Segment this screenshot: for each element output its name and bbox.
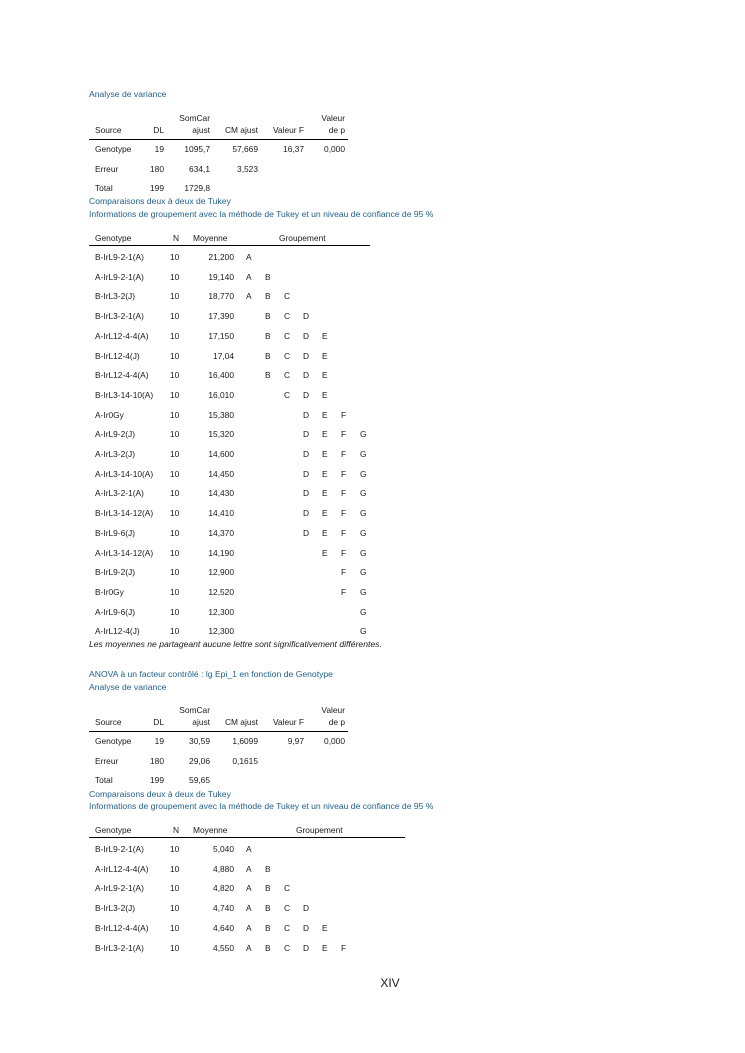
s1-tukey-n-10: 10 xyxy=(170,449,180,459)
s1-tukey-group-11-6: G xyxy=(360,468,367,479)
s2-anova-header-2-line1: SomCar xyxy=(179,705,210,715)
s1-tukey-genotype-2: B-IrL3-2(J) xyxy=(95,291,136,302)
s1-tukey-moyenne-9: 15,320 xyxy=(208,429,234,440)
s1-tukey-moyenne-6: 16,400 xyxy=(208,370,234,381)
s2-anova-cell-0-5: 0,000 xyxy=(324,736,345,746)
s1-tukey-genotype-16: B-IrL9-2(J) xyxy=(95,567,136,578)
s1-tukey-group-16-5: F xyxy=(341,567,347,578)
s1-tukey-group-9-6: G xyxy=(360,429,367,440)
s1-tukey-group-7-4: E xyxy=(322,389,328,400)
s1-tukey-n-2: 10 xyxy=(170,291,180,302)
s2-tukey-header-moyenne: Moyenne xyxy=(193,825,228,835)
s1-tukey-group-5-4: E xyxy=(322,350,328,361)
s1-anova-header-2-line2: ajust xyxy=(192,125,210,135)
s1-tukey-moyenne-13: 14,410 xyxy=(208,508,234,519)
s1-note: Les moyennes ne partageant aucune lettre sont significativement différentes. xyxy=(89,639,382,649)
s2-anova-cell-2-1: 199 xyxy=(150,775,164,785)
s2-tukey-group-3-2: C xyxy=(284,903,291,914)
s1-anova-cell-1-0: Erreur xyxy=(95,163,119,174)
s1-tukey-header-genotype: Genotype xyxy=(95,233,132,243)
s1-tukey-moyenne-15: 14,190 xyxy=(208,547,234,558)
s1-anova-cell-1-3: 3,523 xyxy=(237,163,258,174)
s1-tukey-n-0: 10 xyxy=(170,252,180,262)
s2-anova-cell-0-1: 19 xyxy=(154,736,164,746)
s2-heading-grouping: Informations de groupement avec la méthode de Tukey et un niveau de confiance de 95 % xyxy=(89,801,434,811)
s1-tukey-moyenne-0: 21,200 xyxy=(208,252,234,262)
s2-tukey-group-3-0: A xyxy=(246,903,252,914)
s2-tukey-moyenne-1: 4,880 xyxy=(213,863,234,874)
s1-tukey-group-0-0: A xyxy=(246,252,252,262)
s1-tukey-header-moyenne: Moyenne xyxy=(193,233,228,243)
s1-tukey-group-8-4: E xyxy=(322,409,328,420)
s1-tukey-moyenne-17: 12,520 xyxy=(208,586,234,597)
s1-anova-cell-0-0: Genotype xyxy=(95,144,132,154)
s1-tukey-group-4-4: E xyxy=(322,330,328,341)
s2-tukey-n-1: 10 xyxy=(170,863,180,874)
s2-anova-cell-2-2: 59,65 xyxy=(189,775,210,785)
s2-tukey-moyenne-2: 4,820 xyxy=(213,883,234,894)
s1-tukey-group-10-3: D xyxy=(303,449,310,459)
s1-tukey-moyenne-11: 14,450 xyxy=(208,468,234,479)
s1-tukey-n-3: 10 xyxy=(170,311,180,322)
s1-tukey-n-12: 10 xyxy=(170,488,180,499)
s2-tukey-moyenne-5: 4,550 xyxy=(213,942,234,953)
s1-anova-cell-0-4: 16,37 xyxy=(283,144,304,154)
s2-tukey-moyenne-0: 5,040 xyxy=(213,844,234,854)
s1-tukey-group-15-6: G xyxy=(360,547,367,558)
s1-tukey-n-7: 10 xyxy=(170,389,180,400)
s1-tukey-group-7-2: C xyxy=(284,389,291,400)
s1-tukey-moyenne-10: 14,600 xyxy=(208,449,234,459)
s1-tukey-group-5-3: D xyxy=(303,350,310,361)
s1-tukey-group-8-5: F xyxy=(341,409,347,420)
s2-anova-header-2-line2: ajust xyxy=(192,717,210,727)
s2-anova-cell-0-0: Genotype xyxy=(95,736,132,746)
s2-heading-title: ANOVA à un facteur contrôlé : lg Epi_1 en fonction de Genotype xyxy=(89,669,333,679)
s1-anova-header-4: Valeur F xyxy=(272,125,304,135)
s1-tukey-group-2-2: C xyxy=(284,291,291,302)
s1-tukey-n-6: 10 xyxy=(170,370,180,381)
s1-tukey-genotype-9: A-IrL9-2(J) xyxy=(95,429,136,440)
s2-tukey-group-3-1: B xyxy=(265,903,271,914)
s2-tukey-genotype-1: A-IrL12-4-4(A) xyxy=(95,863,149,874)
s1-tukey-genotype-8: A-Ir0Gy xyxy=(95,409,124,420)
s2-tukey-group-5-0: A xyxy=(246,942,252,953)
s1-tukey-group-19-6: G xyxy=(360,626,367,637)
s2-tukey-genotype-3: B-IrL3-2(J) xyxy=(95,903,136,914)
s2-tukey-genotype-4: B-IrL12-4-4(A) xyxy=(95,922,149,933)
s1-tukey-group-9-3: D xyxy=(303,429,310,440)
s1-anova-cell-0-3: 57,669 xyxy=(232,144,258,154)
s1-anova-header-2-line1: SomCar xyxy=(179,113,210,123)
s1-tukey-group-11-3: D xyxy=(303,468,310,479)
s1-tukey-genotype-13: B-IrL3-14-12(A) xyxy=(95,508,154,519)
s1-tukey-header-n: N xyxy=(173,233,180,243)
s1-tukey-genotype-7: B-IrL3-14-10(A) xyxy=(95,389,154,400)
s2-anova-cell-1-3: 0,1615 xyxy=(232,755,258,766)
s1-tukey-group-6-1: B xyxy=(265,370,271,381)
s2-anova-header-3: CM ajust xyxy=(224,717,258,727)
s1-tukey-group-11-4: E xyxy=(322,468,328,479)
s1-heading-tukey: Comparaisons deux à deux de Tukey xyxy=(89,196,231,206)
s1-tukey-group-12-6: G xyxy=(360,488,367,499)
s1-tukey-group-5-1: B xyxy=(265,350,271,361)
s1-tukey-n-17: 10 xyxy=(170,586,180,597)
s1-tukey-group-15-4: E xyxy=(322,547,328,558)
s1-tukey-group-9-4: E xyxy=(322,429,328,440)
s1-tukey-group-1-1: B xyxy=(265,271,271,282)
s1-tukey-group-3-2: C xyxy=(284,311,291,322)
s1-tukey-genotype-5: B-IrL12-4(J) xyxy=(95,350,140,361)
s1-tukey-group-4-3: D xyxy=(303,330,310,341)
s1-tukey-moyenne-3: 17,390 xyxy=(208,311,234,322)
s1-tukey-group-12-3: D xyxy=(303,488,310,499)
s2-tukey-n-2: 10 xyxy=(170,883,180,894)
s2-tukey-group-5-1: B xyxy=(265,942,271,953)
s1-tukey-genotype-17: B-Ir0Gy xyxy=(95,586,124,597)
s1-tukey-n-11: 10 xyxy=(170,468,180,479)
s1-anova-header-3: CM ajust xyxy=(224,125,258,135)
s1-tukey-genotype-19: A-IrL12-4(J) xyxy=(95,626,140,637)
s1-tukey-n-19: 10 xyxy=(170,626,180,637)
s1-tukey-group-10-6: G xyxy=(360,449,367,459)
s1-tukey-genotype-14: B-IrL9-6(J) xyxy=(95,527,136,538)
s1-tukey-group-14-5: F xyxy=(341,527,347,538)
s1-tukey-group-13-5: F xyxy=(341,508,347,519)
s1-anova-header-5-line2: de p xyxy=(328,125,345,135)
s1-tukey-genotype-10: A-IrL3-2(J) xyxy=(95,449,136,459)
s1-tukey-rule xyxy=(89,245,370,246)
s1-tukey-group-16-6: G xyxy=(360,567,367,578)
s2-tukey-group-4-4: E xyxy=(322,922,328,933)
s2-heading-anova: Analyse de variance xyxy=(89,682,167,692)
s1-tukey-genotype-11: A-IrL3-14-10(A) xyxy=(95,468,154,479)
s1-tukey-group-4-1: B xyxy=(265,330,271,341)
s1-anova-cell-0-5: 0,000 xyxy=(324,144,345,154)
s1-tukey-n-5: 10 xyxy=(170,350,180,361)
s1-tukey-n-14: 10 xyxy=(170,527,180,538)
page-number: XIV xyxy=(380,976,400,990)
s2-tukey-group-2-0: A xyxy=(246,883,252,894)
s2-anova-cell-0-4: 9,97 xyxy=(287,736,304,746)
s1-tukey-group-17-6: G xyxy=(360,586,367,597)
s1-anova-cell-1-1: 180 xyxy=(150,163,164,174)
s1-tukey-moyenne-5: 17,04 xyxy=(213,350,234,361)
s2-tukey-group-5-4: E xyxy=(322,942,328,953)
s1-tukey-genotype-0: B-IrL9-2-1(A) xyxy=(95,252,144,262)
s2-tukey-group-4-2: C xyxy=(284,922,291,933)
s1-heading-anova: Analyse de variance xyxy=(89,89,167,99)
s2-anova-header-0: Source xyxy=(95,717,122,727)
s1-tukey-group-13-3: D xyxy=(303,508,310,519)
s2-tukey-header-n: N xyxy=(173,825,180,835)
s1-anova-cell-1-2: 634,1 xyxy=(189,163,210,174)
s1-tukey-group-9-5: F xyxy=(341,429,347,440)
s1-anova-header-1: DL xyxy=(153,125,164,135)
s1-tukey-genotype-12: A-IrL3-2-1(A) xyxy=(95,488,144,499)
s1-tukey-moyenne-4: 17,150 xyxy=(208,330,234,341)
s2-anova-header-5-line1: Valeur xyxy=(321,705,345,715)
s1-tukey-moyenne-18: 12,300 xyxy=(208,606,234,617)
s1-tukey-group-2-1: B xyxy=(265,291,271,302)
s1-tukey-genotype-4: A-IrL12-4-4(A) xyxy=(95,330,149,341)
s1-anova-cell-0-2: 1095,7 xyxy=(184,144,210,154)
s1-tukey-n-9: 10 xyxy=(170,429,180,440)
s1-tukey-group-10-5: F xyxy=(341,449,347,459)
s1-tukey-moyenne-14: 14,370 xyxy=(208,527,234,538)
s2-anova-cell-1-2: 29,06 xyxy=(189,755,210,766)
s2-anova-rule xyxy=(89,731,348,732)
s1-tukey-group-12-4: E xyxy=(322,488,328,499)
s1-tukey-group-7-3: D xyxy=(303,389,310,400)
s1-tukey-genotype-3: B-IrL3-2-1(A) xyxy=(95,311,144,322)
s1-tukey-group-6-2: C xyxy=(284,370,291,381)
s1-tukey-group-17-5: F xyxy=(341,586,347,597)
s1-tukey-header-groupement: Groupement xyxy=(279,233,326,243)
s1-tukey-n-18: 10 xyxy=(170,606,180,617)
s1-tukey-group-3-3: D xyxy=(303,311,310,322)
s1-anova-header-0: Source xyxy=(95,125,122,135)
s2-anova-cell-1-1: 180 xyxy=(150,755,164,766)
s1-tukey-group-10-4: E xyxy=(322,449,328,459)
s1-tukey-group-13-6: G xyxy=(360,508,367,519)
s2-tukey-rule xyxy=(89,837,405,838)
s2-tukey-group-4-1: B xyxy=(265,922,271,933)
s1-tukey-group-14-6: G xyxy=(360,527,367,538)
s2-tukey-header-genotype: Genotype xyxy=(95,825,132,835)
s1-tukey-moyenne-16: 12,900 xyxy=(208,567,234,578)
s1-tukey-moyenne-8: 15,380 xyxy=(208,409,234,420)
s1-tukey-group-18-6: G xyxy=(360,606,367,617)
s2-tukey-group-2-1: B xyxy=(265,883,271,894)
s1-tukey-group-13-4: E xyxy=(322,508,328,519)
s2-tukey-group-3-3: D xyxy=(303,903,310,914)
s2-tukey-group-1-1: B xyxy=(265,863,271,874)
s2-tukey-group-4-0: A xyxy=(246,922,252,933)
s1-tukey-group-6-4: E xyxy=(322,370,328,381)
s2-heading-tukey: Comparaisons deux à deux de Tukey xyxy=(89,789,231,799)
s1-tukey-group-11-5: F xyxy=(341,468,347,479)
s1-tukey-group-14-3: D xyxy=(303,527,310,538)
s2-tukey-moyenne-3: 4,740 xyxy=(213,903,234,914)
s1-anova-cell-2-0: Total xyxy=(95,183,113,193)
s2-tukey-n-3: 10 xyxy=(170,903,180,914)
s2-tukey-genotype-2: A-IrL9-2-1(A) xyxy=(95,883,144,894)
s2-anova-cell-0-3: 1,6099 xyxy=(232,736,258,746)
s2-anova-cell-2-0: Total xyxy=(95,775,113,785)
s2-tukey-n-5: 10 xyxy=(170,942,180,953)
s1-tukey-genotype-6: B-IrL12-4-4(A) xyxy=(95,370,149,381)
s1-heading-grouping: Informations de groupement avec la méthode de Tukey et un niveau de confiance de 95 % xyxy=(89,209,434,219)
s1-tukey-group-8-3: D xyxy=(303,409,310,420)
s2-anova-header-1: DL xyxy=(153,717,164,727)
s1-anova-cell-2-2: 1729,8 xyxy=(184,183,210,193)
s1-tukey-n-16: 10 xyxy=(170,567,180,578)
s1-tukey-moyenne-1: 19,140 xyxy=(208,271,234,282)
s2-tukey-n-4: 10 xyxy=(170,922,180,933)
s2-tukey-genotype-5: B-IrL3-2-1(A) xyxy=(95,942,144,953)
s1-anova-cell-2-1: 199 xyxy=(150,183,164,193)
s1-anova-rule xyxy=(89,139,348,140)
s1-tukey-group-4-2: C xyxy=(284,330,291,341)
s2-anova-cell-1-0: Erreur xyxy=(95,755,119,766)
s1-tukey-group-14-4: E xyxy=(322,527,328,538)
s2-tukey-group-4-3: D xyxy=(303,922,310,933)
s1-tukey-n-4: 10 xyxy=(170,330,180,341)
s2-anova-header-4: Valeur F xyxy=(272,717,304,727)
s1-tukey-n-13: 10 xyxy=(170,508,180,519)
s1-tukey-genotype-1: A-IrL9-2-1(A) xyxy=(95,271,144,282)
s1-tukey-group-5-2: C xyxy=(284,350,291,361)
s2-tukey-group-0-0: A xyxy=(246,844,252,854)
s2-anova-cell-0-2: 30,59 xyxy=(189,736,210,746)
s1-anova-cell-0-1: 19 xyxy=(154,144,164,154)
s1-tukey-genotype-15: A-IrL3-14-12(A) xyxy=(95,547,154,558)
s1-anova-header-5-line1: Valeur xyxy=(321,113,345,123)
s2-tukey-moyenne-4: 4,640 xyxy=(213,922,234,933)
s1-tukey-moyenne-12: 14,430 xyxy=(208,488,234,499)
s2-tukey-group-2-2: C xyxy=(284,883,291,894)
s2-tukey-group-1-0: A xyxy=(246,863,252,874)
s1-tukey-n-1: 10 xyxy=(170,271,180,282)
s1-tukey-moyenne-7: 16,010 xyxy=(208,389,234,400)
s1-tukey-group-3-1: B xyxy=(265,311,271,322)
s2-tukey-group-5-3: D xyxy=(303,942,310,953)
s1-tukey-n-15: 10 xyxy=(170,547,180,558)
s1-tukey-group-2-0: A xyxy=(246,291,252,302)
s1-tukey-group-1-0: A xyxy=(246,271,252,282)
s1-tukey-moyenne-2: 18,770 xyxy=(208,291,234,302)
s2-tukey-header-groupement: Groupement xyxy=(296,825,343,835)
s2-tukey-genotype-0: B-IrL9-2-1(A) xyxy=(95,844,144,854)
s1-tukey-group-6-3: D xyxy=(303,370,310,381)
s1-tukey-group-15-5: F xyxy=(341,547,347,558)
s2-tukey-group-5-5: F xyxy=(341,942,347,953)
s1-tukey-genotype-18: A-IrL9-6(J) xyxy=(95,606,136,617)
s1-tukey-moyenne-19: 12,300 xyxy=(208,626,234,637)
s2-tukey-n-0: 10 xyxy=(170,844,180,854)
s1-tukey-group-12-5: F xyxy=(341,488,347,499)
s2-tukey-group-5-2: C xyxy=(284,942,291,953)
s2-anova-header-5-line2: de p xyxy=(328,717,345,727)
s1-tukey-n-8: 10 xyxy=(170,409,180,420)
